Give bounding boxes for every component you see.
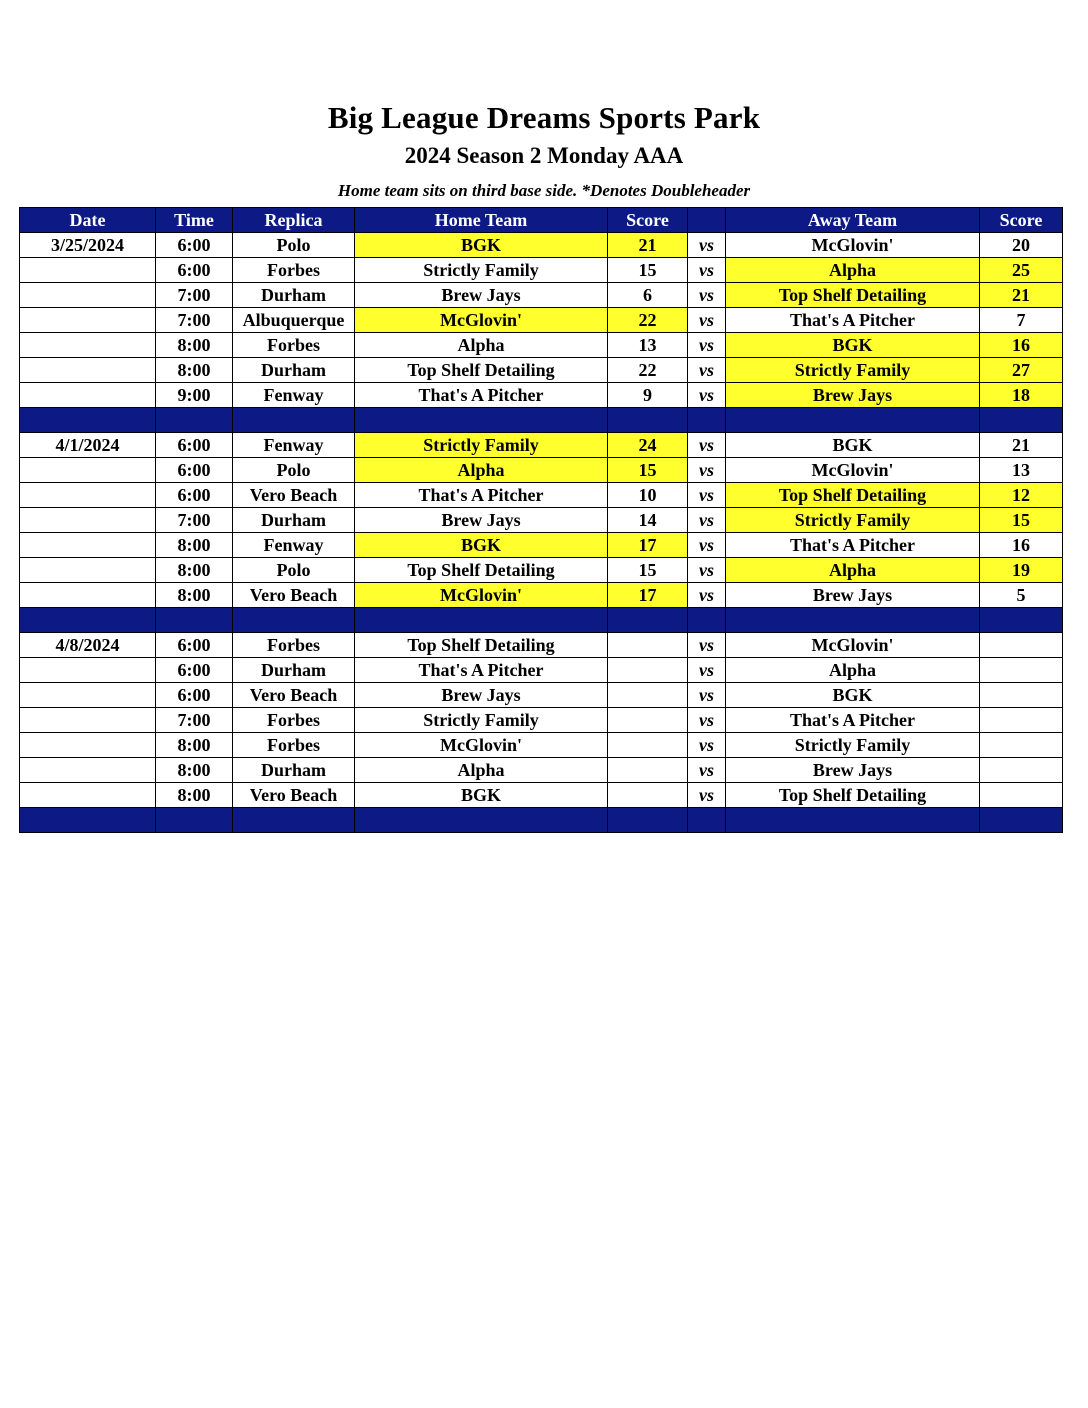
week-separator-row [20, 808, 1063, 833]
away-team: Brew Jays [726, 758, 980, 783]
away-score [980, 683, 1063, 708]
game-field: Forbes [233, 733, 355, 758]
away-score [980, 708, 1063, 733]
vs-label: vs [688, 383, 726, 408]
away-score: 12 [980, 483, 1063, 508]
away-score: 15 [980, 508, 1063, 533]
game-time: 8:00 [156, 533, 233, 558]
game-time: 8:00 [156, 758, 233, 783]
away-team: BGK [726, 333, 980, 358]
vs-label: vs [688, 483, 726, 508]
page-subtitle: 2024 Season 2 Monday AAA [404, 143, 684, 168]
game-row [20, 433, 1063, 458]
vs-label: vs [688, 783, 726, 808]
away-score [980, 758, 1063, 783]
game-field: Vero Beach [233, 483, 355, 508]
game-time: 6:00 [156, 633, 233, 658]
game-field: Vero Beach [233, 683, 355, 708]
vs-label: vs [688, 658, 726, 683]
home-team: Alpha [355, 758, 608, 783]
away-score: 25 [980, 258, 1063, 283]
game-date [20, 733, 156, 758]
game-field: Forbes [233, 258, 355, 283]
home-team: McGlovin' [355, 583, 608, 608]
vs-label: vs [688, 683, 726, 708]
away-score: 7 [980, 308, 1063, 333]
game-date [20, 683, 156, 708]
game-row [20, 233, 1063, 258]
header-home-score: Score [608, 208, 688, 233]
away-team: Alpha [726, 258, 980, 283]
separator-cell [156, 408, 233, 433]
vs-label: vs [688, 258, 726, 283]
header-time: Time [156, 208, 233, 233]
game-row [20, 458, 1063, 483]
game-date [20, 483, 156, 508]
game-row [20, 358, 1063, 383]
home-team: McGlovin' [355, 733, 608, 758]
home-score [608, 733, 688, 758]
game-row [20, 533, 1063, 558]
separator-cell [233, 608, 355, 633]
away-team: BGK [726, 683, 980, 708]
home-team: McGlovin' [355, 308, 608, 333]
home-team: Strictly Family [355, 708, 608, 733]
vs-label: vs [688, 358, 726, 383]
page-title: Big League Dreams Sports Park [327, 100, 761, 135]
game-date [20, 558, 156, 583]
vs-label: vs [688, 533, 726, 558]
game-row [20, 508, 1063, 533]
separator-cell [608, 608, 688, 633]
home-team: Alpha [355, 333, 608, 358]
vs-label: vs [688, 433, 726, 458]
game-time: 7:00 [156, 308, 233, 333]
game-row [20, 708, 1063, 733]
vs-label: vs [688, 308, 726, 333]
vs-label: vs [688, 508, 726, 533]
game-row [20, 333, 1063, 358]
home-score: 15 [608, 258, 688, 283]
home-score: 10 [608, 483, 688, 508]
game-row [20, 558, 1063, 583]
game-time: 7:00 [156, 283, 233, 308]
away-score [980, 733, 1063, 758]
home-score: 15 [608, 558, 688, 583]
game-date: 4/1/2024 [20, 433, 156, 458]
home-score [608, 658, 688, 683]
home-team: BGK [355, 783, 608, 808]
home-team: Top Shelf Detailing [355, 358, 608, 383]
game-field: Polo [233, 458, 355, 483]
away-team: That's A Pitcher [726, 533, 980, 558]
home-team: BGK [355, 233, 608, 258]
game-field: Fenway [233, 383, 355, 408]
home-score: 6 [608, 283, 688, 308]
game-time: 8:00 [156, 583, 233, 608]
schedule-table [19, 207, 1063, 833]
separator-cell [688, 608, 726, 633]
game-field: Durham [233, 358, 355, 383]
game-time: 6:00 [156, 658, 233, 683]
game-date [20, 333, 156, 358]
separator-cell [233, 408, 355, 433]
game-row [20, 583, 1063, 608]
home-score [608, 683, 688, 708]
away-team: Alpha [726, 658, 980, 683]
game-date [20, 708, 156, 733]
away-score [980, 633, 1063, 658]
away-score: 19 [980, 558, 1063, 583]
home-team: Strictly Family [355, 433, 608, 458]
home-score: 9 [608, 383, 688, 408]
away-team: Strictly Family [726, 733, 980, 758]
vs-label: vs [688, 233, 726, 258]
vs-label: vs [688, 733, 726, 758]
vs-label: vs [688, 758, 726, 783]
separator-cell [688, 408, 726, 433]
home-team: Strictly Family [355, 258, 608, 283]
separator-cell [355, 408, 608, 433]
vs-label: vs [688, 558, 726, 583]
game-field: Forbes [233, 708, 355, 733]
away-team: McGlovin' [726, 458, 980, 483]
separator-cell [156, 808, 233, 833]
vs-label: vs [688, 283, 726, 308]
game-date [20, 458, 156, 483]
away-team: Brew Jays [726, 383, 980, 408]
schedule-body [20, 233, 1063, 833]
game-time: 9:00 [156, 383, 233, 408]
game-time: 8:00 [156, 783, 233, 808]
away-score [980, 783, 1063, 808]
game-field: Polo [233, 233, 355, 258]
schedule-note: Home team sits on third base side. *Denotes Doubleheader [337, 181, 751, 200]
game-date [20, 783, 156, 808]
away-team: Strictly Family [726, 358, 980, 383]
separator-cell [688, 808, 726, 833]
header-away-score: Score [980, 208, 1063, 233]
game-field: Fenway [233, 433, 355, 458]
home-team: Alpha [355, 458, 608, 483]
game-field: Forbes [233, 333, 355, 358]
game-time: 8:00 [156, 358, 233, 383]
home-score: 15 [608, 458, 688, 483]
game-time: 7:00 [156, 708, 233, 733]
header-home-team: Home Team [355, 208, 608, 233]
away-team: McGlovin' [726, 633, 980, 658]
home-score: 14 [608, 508, 688, 533]
away-score: 21 [980, 283, 1063, 308]
game-time: 6:00 [156, 233, 233, 258]
home-score [608, 708, 688, 733]
game-field: Polo [233, 558, 355, 583]
game-date [20, 358, 156, 383]
away-score: 16 [980, 533, 1063, 558]
header-vs [688, 208, 726, 233]
separator-cell [20, 408, 156, 433]
home-score [608, 758, 688, 783]
separator-cell [20, 808, 156, 833]
separator-cell [980, 608, 1063, 633]
home-score: 22 [608, 358, 688, 383]
game-row [20, 683, 1063, 708]
home-team: That's A Pitcher [355, 658, 608, 683]
game-row [20, 758, 1063, 783]
game-row [20, 783, 1063, 808]
game-field: Durham [233, 283, 355, 308]
separator-cell [608, 808, 688, 833]
game-row [20, 383, 1063, 408]
game-row [20, 483, 1063, 508]
game-time: 6:00 [156, 483, 233, 508]
home-score [608, 783, 688, 808]
away-team: Alpha [726, 558, 980, 583]
game-field: Fenway [233, 533, 355, 558]
vs-label: vs [688, 583, 726, 608]
away-score: 13 [980, 458, 1063, 483]
home-team: That's A Pitcher [355, 483, 608, 508]
game-date: 4/8/2024 [20, 633, 156, 658]
game-field: Forbes [233, 633, 355, 658]
separator-cell [156, 608, 233, 633]
game-row [20, 733, 1063, 758]
separator-cell [726, 608, 980, 633]
separator-cell [980, 808, 1063, 833]
game-date [20, 508, 156, 533]
away-team: McGlovin' [726, 233, 980, 258]
game-field: Durham [233, 658, 355, 683]
away-score: 5 [980, 583, 1063, 608]
game-row [20, 283, 1063, 308]
game-date [20, 258, 156, 283]
game-row [20, 633, 1063, 658]
away-team: Brew Jays [726, 583, 980, 608]
game-date [20, 533, 156, 558]
home-score [608, 633, 688, 658]
game-time: 7:00 [156, 508, 233, 533]
away-team: Top Shelf Detailing [726, 483, 980, 508]
separator-cell [608, 408, 688, 433]
home-score: 13 [608, 333, 688, 358]
home-team: BGK [355, 533, 608, 558]
vs-label: vs [688, 458, 726, 483]
home-team: Brew Jays [355, 683, 608, 708]
separator-cell [726, 408, 980, 433]
game-time: 8:00 [156, 558, 233, 583]
home-score: 24 [608, 433, 688, 458]
game-date [20, 758, 156, 783]
vs-label: vs [688, 333, 726, 358]
game-time: 6:00 [156, 258, 233, 283]
separator-cell [980, 408, 1063, 433]
header-date: Date [20, 208, 156, 233]
separator-cell [20, 608, 156, 633]
game-date [20, 658, 156, 683]
game-time: 8:00 [156, 333, 233, 358]
game-row [20, 258, 1063, 283]
game-date [20, 308, 156, 333]
away-score: 20 [980, 233, 1063, 258]
game-field: Albuquerque [233, 308, 355, 333]
home-score: 17 [608, 583, 688, 608]
away-score [980, 658, 1063, 683]
separator-cell [355, 608, 608, 633]
away-score: 18 [980, 383, 1063, 408]
game-date: 3/25/2024 [20, 233, 156, 258]
away-team: Top Shelf Detailing [726, 283, 980, 308]
game-field: Vero Beach [233, 583, 355, 608]
game-date [20, 583, 156, 608]
away-score: 27 [980, 358, 1063, 383]
week-separator-row [20, 408, 1063, 433]
game-row [20, 308, 1063, 333]
vs-label: vs [688, 633, 726, 658]
home-team: Brew Jays [355, 283, 608, 308]
game-row [20, 658, 1063, 683]
header-away-team: Away Team [726, 208, 980, 233]
game-time: 6:00 [156, 433, 233, 458]
away-team: That's A Pitcher [726, 708, 980, 733]
away-team: Strictly Family [726, 508, 980, 533]
header-replica: Replica [233, 208, 355, 233]
separator-cell [233, 808, 355, 833]
game-field: Vero Beach [233, 783, 355, 808]
home-score: 22 [608, 308, 688, 333]
header-row [20, 208, 1063, 233]
game-time: 6:00 [156, 458, 233, 483]
game-time: 6:00 [156, 683, 233, 708]
separator-cell [726, 808, 980, 833]
away-score: 21 [980, 433, 1063, 458]
home-score: 17 [608, 533, 688, 558]
game-field: Durham [233, 508, 355, 533]
game-date [20, 383, 156, 408]
game-field: Durham [233, 758, 355, 783]
away-score: 16 [980, 333, 1063, 358]
game-time: 8:00 [156, 733, 233, 758]
away-team: That's A Pitcher [726, 308, 980, 333]
week-separator-row [20, 608, 1063, 633]
home-team: That's A Pitcher [355, 383, 608, 408]
away-team: Top Shelf Detailing [726, 783, 980, 808]
separator-cell [355, 808, 608, 833]
home-team: Top Shelf Detailing [355, 633, 608, 658]
home-team: Top Shelf Detailing [355, 558, 608, 583]
away-team: BGK [726, 433, 980, 458]
game-date [20, 283, 156, 308]
home-team: Brew Jays [355, 508, 608, 533]
vs-label: vs [688, 708, 726, 733]
home-score: 21 [608, 233, 688, 258]
